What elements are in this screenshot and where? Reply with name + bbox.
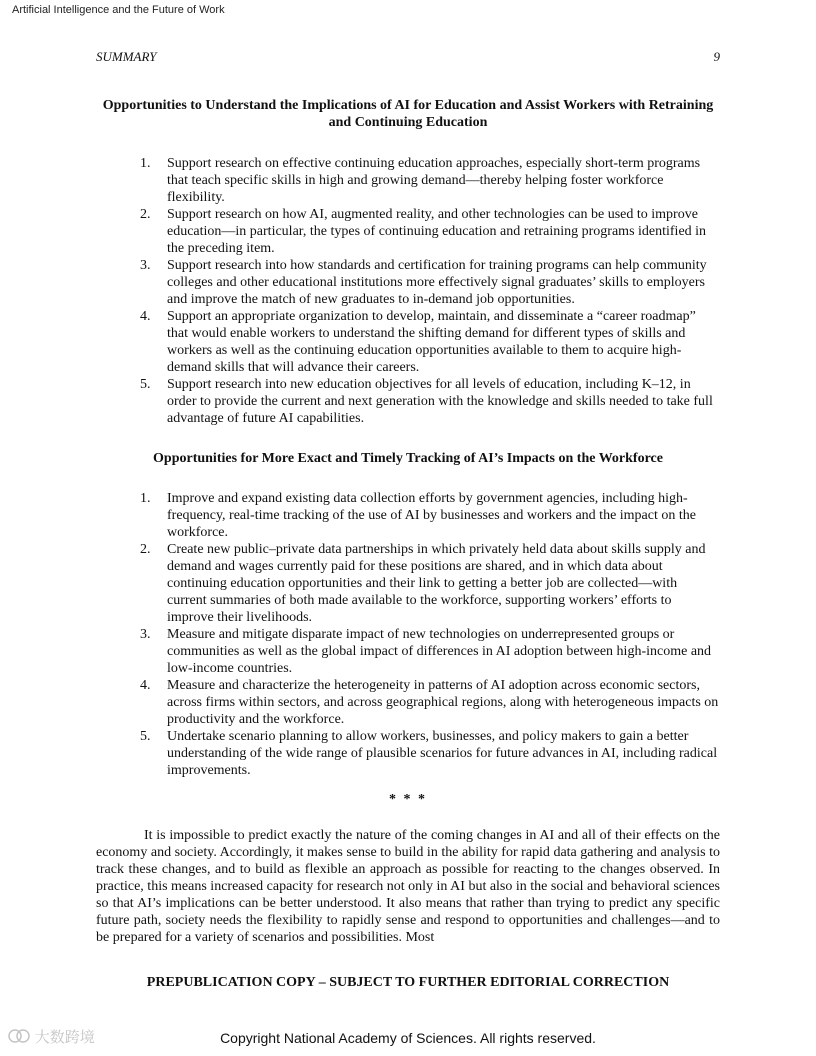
document-header-title: Artificial Intelligence and the Future of Work — [12, 4, 225, 16]
tracking-opportunities-list — [140, 490, 720, 779]
list-item-text: Support research into how standards and certification for training programs can help community colleges and other educational institutions more effectively signal graduates’ skills to employers and improve the match of new graduates to in-demand job opportunities. — [167, 258, 707, 307]
list-item-text: Support an appropriate organization to develop, maintain, and disseminate a “career roadmap” that would enable workers to understand the shifting demand for different types of skills and workers as well as the continuing education opportunities available to them to acquire high-demand skills that will advance their careers. — [167, 309, 696, 375]
list-item-number: 2. — [140, 542, 151, 557]
list-item-text: Support research on effective continuing education approaches, especially short-term programs that teach specific skills in high and growing demand—thereby helping foster workforce flexibility. — [167, 156, 701, 205]
list-item-number: 5. — [140, 729, 151, 744]
section-label: SUMMARY — [96, 49, 157, 64]
list-item-text: Create new public–private data partnerships in which privately held data about skills supply and demand and wages currently paid for these positions are shared, and in which data about continuing education opportunities and their link to getting a better job are collected—with current summaries of both made available to the workforce, supporting workers’ efforts to improve their livelihoods. — [167, 542, 706, 625]
section-separator: * * * — [389, 792, 427, 807]
list-item — [140, 541, 720, 626]
section-title-tracking: Opportunities for More Exact and Timely Tracking of AI’s Impacts on the Workforce — [153, 451, 663, 466]
list-item-number: 3. — [140, 258, 151, 273]
list-item-text: Improve and expand existing data collection efforts by government agencies, including high-frequency, real-time tracking of the use of AI by businesses and workers and the impact on the workforce. — [167, 491, 696, 540]
list-item — [140, 677, 720, 728]
watermark-text: 大数跨境 — [34, 1028, 95, 1046]
page-number: 9 — [713, 49, 720, 64]
list-item — [140, 155, 720, 206]
list-item — [140, 728, 720, 779]
list-item — [140, 308, 720, 376]
prepublication-notice: PREPUBLICATION COPY – SUBJECT TO FURTHER EDITORIAL CORRECTION — [146, 975, 670, 990]
list-item — [140, 206, 720, 257]
list-item-number: 1. — [140, 156, 151, 171]
list-item — [140, 490, 720, 541]
list-item-text: Measure and mitigate disparate impact of new technologies on underrepresented groups or communities as well as the global impact of differences in AI adoption between high-income and low-income countries. — [167, 627, 712, 676]
list-item — [140, 376, 720, 427]
list-item-text: Undertake scenario planning to allow workers, businesses, and policy makers to gain a better understanding of the wide range of plausible scenarios for future advances in AI, including radical improvements. — [167, 729, 718, 778]
copyright-notice: Copyright National Academy of Sciences. All rights reserved. — [220, 1030, 596, 1046]
list-item-number: 3. — [140, 627, 151, 642]
list-item — [140, 257, 720, 308]
running-head — [96, 49, 720, 65]
list-item-text: Support research on how AI, augmented reality, and other technologies can be used to improve education—in particular, the types of continuing education and retraining programs identified in the preceding item. — [167, 207, 707, 256]
list-item-number: 2. — [140, 207, 151, 222]
list-item-text: Measure and characterize the heterogeneity in patterns of AI adoption across economic sectors, across firms within sectors, and across geographical regions, along with heterogeneous impacts on productivity and the workforce. — [167, 678, 719, 727]
list-item-number: 5. — [140, 377, 151, 392]
section-title-education: Opportunities to Understand the Implications of AI for Education and Assist Workers with Retraining and Continuing Education — [102, 98, 714, 130]
list-item-number: 1. — [140, 491, 151, 506]
list-item-text: Support research into new education objectives for all levels of education, including K–12, in order to provide the current and next generation with the knowledge and skills needed to take full advantage of future AI capabilities. — [167, 377, 713, 426]
education-opportunities-list — [140, 155, 720, 427]
list-item-number: 4. — [140, 678, 151, 693]
list-item — [140, 626, 720, 677]
list-item-number: 4. — [140, 309, 151, 324]
body-paragraph: It is impossible to predict exactly the nature of the coming changes in AI and all of their effects on the economy and society. Accordingly, it makes sense to build in the ability for rapid data gathering and analysis to track these changes, and to build as flexible an approach as possible for reacting to the changes observed. In practice, this means increased capacity for research not only in AI but also in the social and behavioral sciences so that AI’s implications can be better understood. It also means that rather than trying to predict any specific future path, society needs the flexibility to rapidly sense and respond to opportunities and challenges—and to be prepared for a variety of scenarios and possibilities. Most — [96, 828, 720, 945]
